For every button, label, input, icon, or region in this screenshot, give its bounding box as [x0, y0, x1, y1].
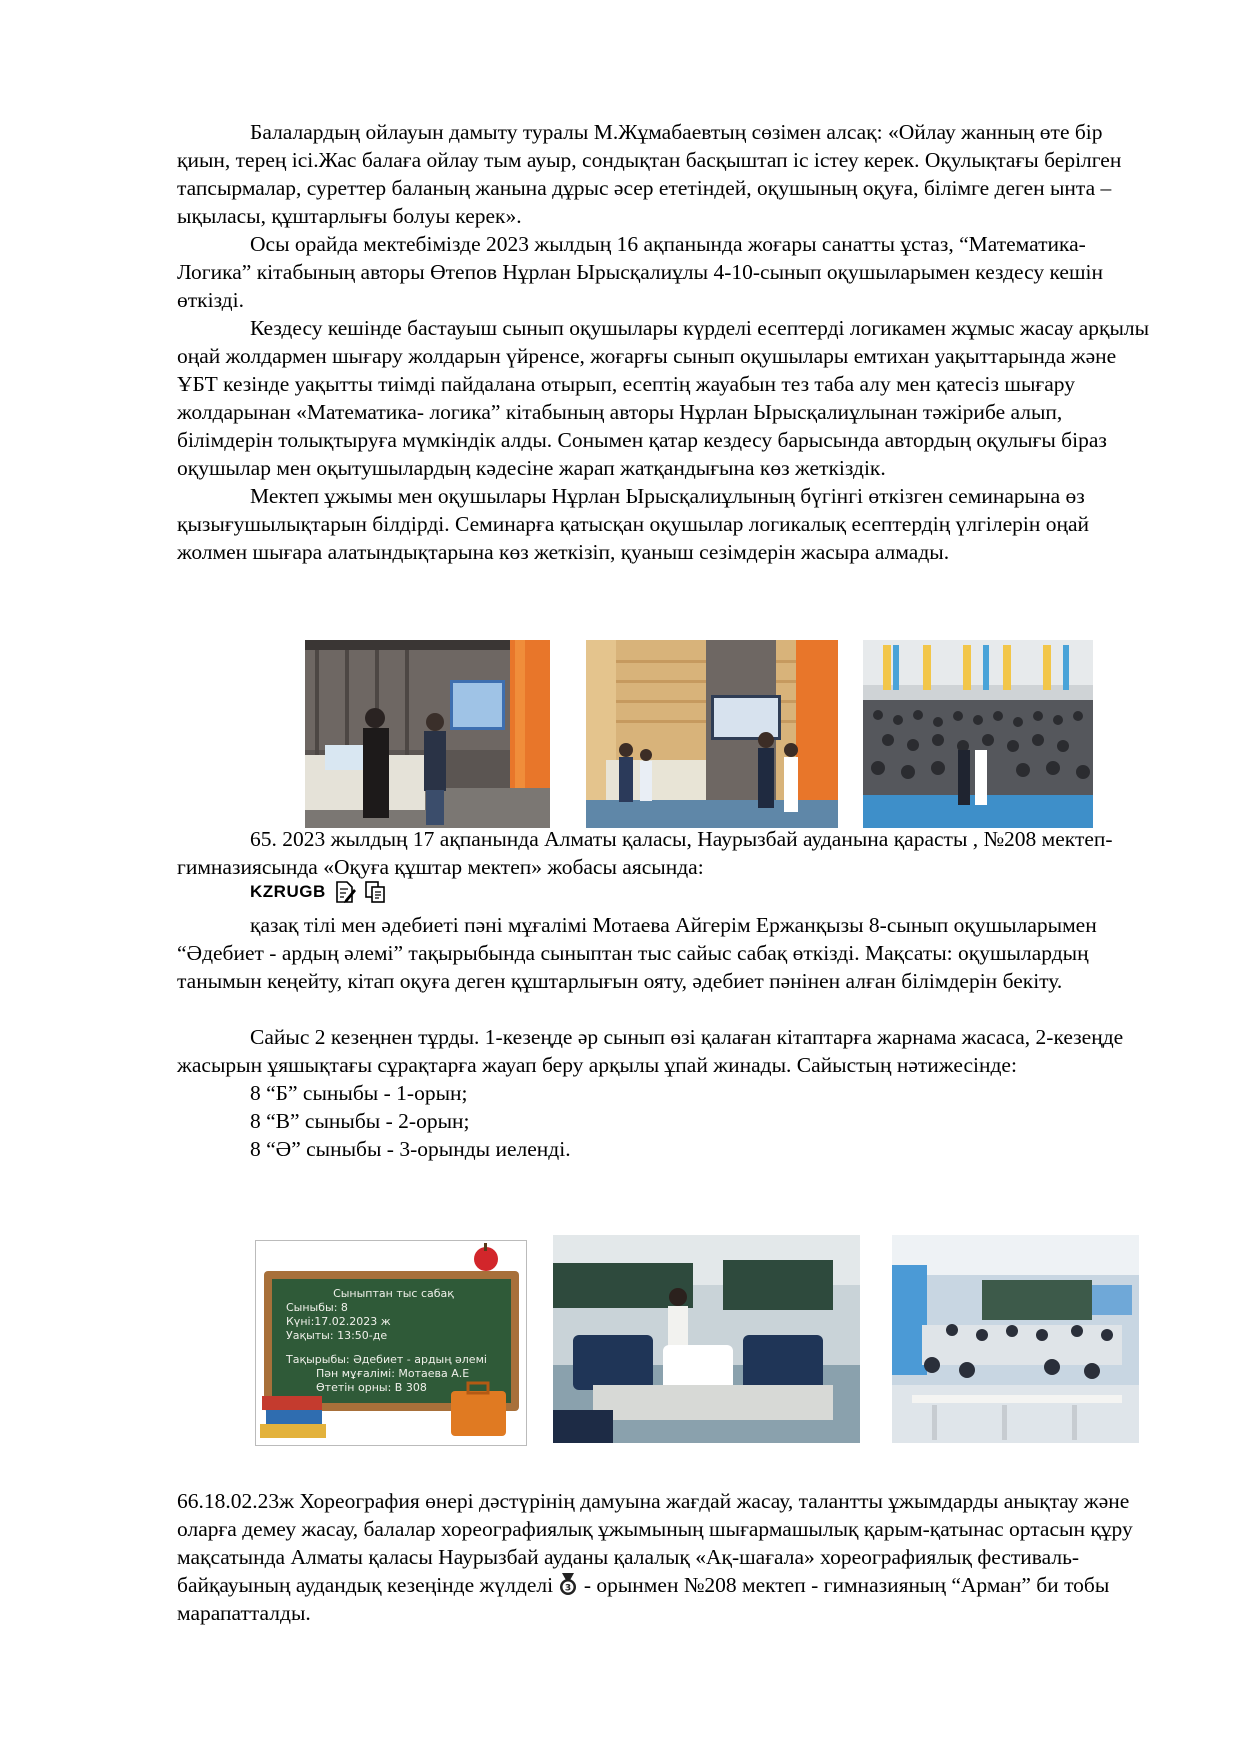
svg-text:3: 3: [565, 1583, 572, 1594]
result-first-place: 8 “Б” сыныбы - 1-орын;: [250, 1081, 468, 1105]
photo-author-stage: [305, 640, 550, 828]
kzrugb-toolbar[interactable]: [250, 880, 386, 904]
item-65-body: [177, 911, 1152, 1163]
edit-document-icon[interactable]: [334, 880, 356, 904]
photo-classroom-game: [553, 1235, 860, 1443]
blank-line: [177, 995, 1152, 1023]
paragraph-seminar-interest: Мектеп ұжымы мен оқушылары Нұрлан Ырысқалиұлының бүгінгі өткізген семинарына өз қызығушылықтарын білдірді. Семинарға қатысқан оқушылар логикалық есептердің үлгілерін оңай жолмен шығара алатындықтарына көз жеткізіп, қуаныш сезімдерін жасыра алмады.: [177, 484, 1090, 564]
item-66-paragraph: [177, 1487, 1152, 1627]
photo-chalkboard-poster: [255, 1240, 527, 1446]
item-65-lesson-text: қазақ тілі мен әдебиеті пәні мұғалімі Мотаева Айгерім Ержанқызы 8-сынып оқушыларымен “Әдебиет - ардың әлемі” тақырыбында сыныптан тыс сайыс сабақ өткізді. Мақсаты: оқушылардың танымын кеңейту, кітап оқуға деген құштарлығын ояту, әдебиет пәнінен алған білімдерін бекіту.: [177, 913, 1097, 993]
item-65-intro: [177, 825, 1152, 881]
board-room: Өтетін орны: В 308: [316, 1381, 427, 1394]
item-66-text-end: - орынмен №208 мектеп - гимназияның “Арман” би тобы марапатталды.: [177, 1573, 1110, 1625]
third-place-medal-icon: [558, 1572, 578, 1596]
item-66-text: 66.18.02.23ж Хореография өнері дәстүрінің дамуына жағдай жасау, талантты ұжымдарды анықтау және оларға демеу жасау, балалар хореографиялық ұжымының шығармашылық қарым-қатынас ортасын құру мақсатында Алматы қаласы Наурызбай ауданы қалалық «Ақ-шағала» хореографиялық фестиваль-байқауының аудандық кезеңінде жүлделі: [177, 1489, 1133, 1597]
board-grade: Сыныбы: 8: [286, 1301, 348, 1314]
item-66: [177, 1487, 1152, 1627]
chalkboard-text: [286, 1287, 501, 1395]
item-65-contest-text: Сайыс 2 кезеңнен тұрды. 1-кезеңде әр сынып өзі қалаған кітаптарға жарнама жасаса, 2-кезеңде жасырын ұяшықтағы сұрақтарға жауап беру арқылы ұпай жинады. Сайыстың нәтижесінде:: [177, 1025, 1124, 1077]
intro-section: [177, 118, 1152, 566]
board-topic: Тақырыбы: Әдебиет - ардың әлемі: [286, 1353, 487, 1366]
board-title: Сыныптан тыс сабақ: [333, 1287, 454, 1300]
kzrugb-label[interactable]: KZRUGB: [250, 882, 326, 901]
photo-students-board: [586, 640, 838, 828]
photo-classroom-wide: [892, 1235, 1139, 1443]
photo-assembly-hall: [863, 640, 1093, 828]
paragraph-meeting-announcement: Осы орайда мектебімізде 2023 жылдың 16 ақпанында жоғары санатты ұстаз, “Математика-Логика” кітабының авторы Өтепов Нұрлан Ырысқалиұлы 4-10-сынып оқушыларымен кездесу кешін өткізді.: [177, 232, 1104, 312]
paragraph-meeting-details: Кездесу кешінде бастауыш сынып оқушылары күрделі есептерді логикамен жұмыс жасау арқылы оңай жолдармен шығару жолдарын үйренсе, жоғарғы сынып оқушылары емтихан уақыттарында және ҰБТ кезінде уақытты тиімді пайдалана отырып, есептің жауабын тез таба алу мен қатесіз шығару жолдарынан «Математика- логика” кітабының авторы Нұрлан Ырысқалиұлынан тәжірибе алып, білімдерін толықтыруға мүмкіндік алды. Сонымен қатар кездесу барысында автордың оқулығы біраз оқушылар мен оқытушылардың кәдесіне жарап жатқандығына көз жеткіздік.: [177, 316, 1150, 480]
paragraph-zhumabaev-quote: Балалардың ойлауын дамыту туралы М.Жұмабаевтың сөзімен алсақ: «Ойлау жанның өте бір қиын, терең ісі.Жас балаға ойлау тым ауыр, сондықтан басқыштап іс істеу керек. Оқулықтағы берілген тапсырмалар, суреттер баланың жанына дұрыс әсер ететіндей, оқушының оқуға, білімге деген ынта – ықыласы, құштарлығы болуы керек».: [177, 120, 1122, 228]
result-second-place: 8 “В” сыныбы - 2-орын;: [250, 1109, 470, 1133]
copy-icon[interactable]: [364, 880, 386, 904]
result-third-place: 8 “Ә” сыныбы - 3-орынды иеленді.: [250, 1137, 571, 1161]
board-date: Күні:17.02.2023 ж: [286, 1315, 391, 1328]
board-time: Уақыты: 13:50-де: [286, 1329, 388, 1342]
item-65-intro-text: 65. 2023 жылдың 17 ақпанында Алматы қаласы, Наурызбай ауданына қарасты , №208 мектеп- гимназиясында «Оқуға құштар мектеп» жобасы аясында:: [177, 827, 1113, 879]
board-teacher: Пән мұғалімі: Мотаева А.Е: [316, 1367, 470, 1380]
